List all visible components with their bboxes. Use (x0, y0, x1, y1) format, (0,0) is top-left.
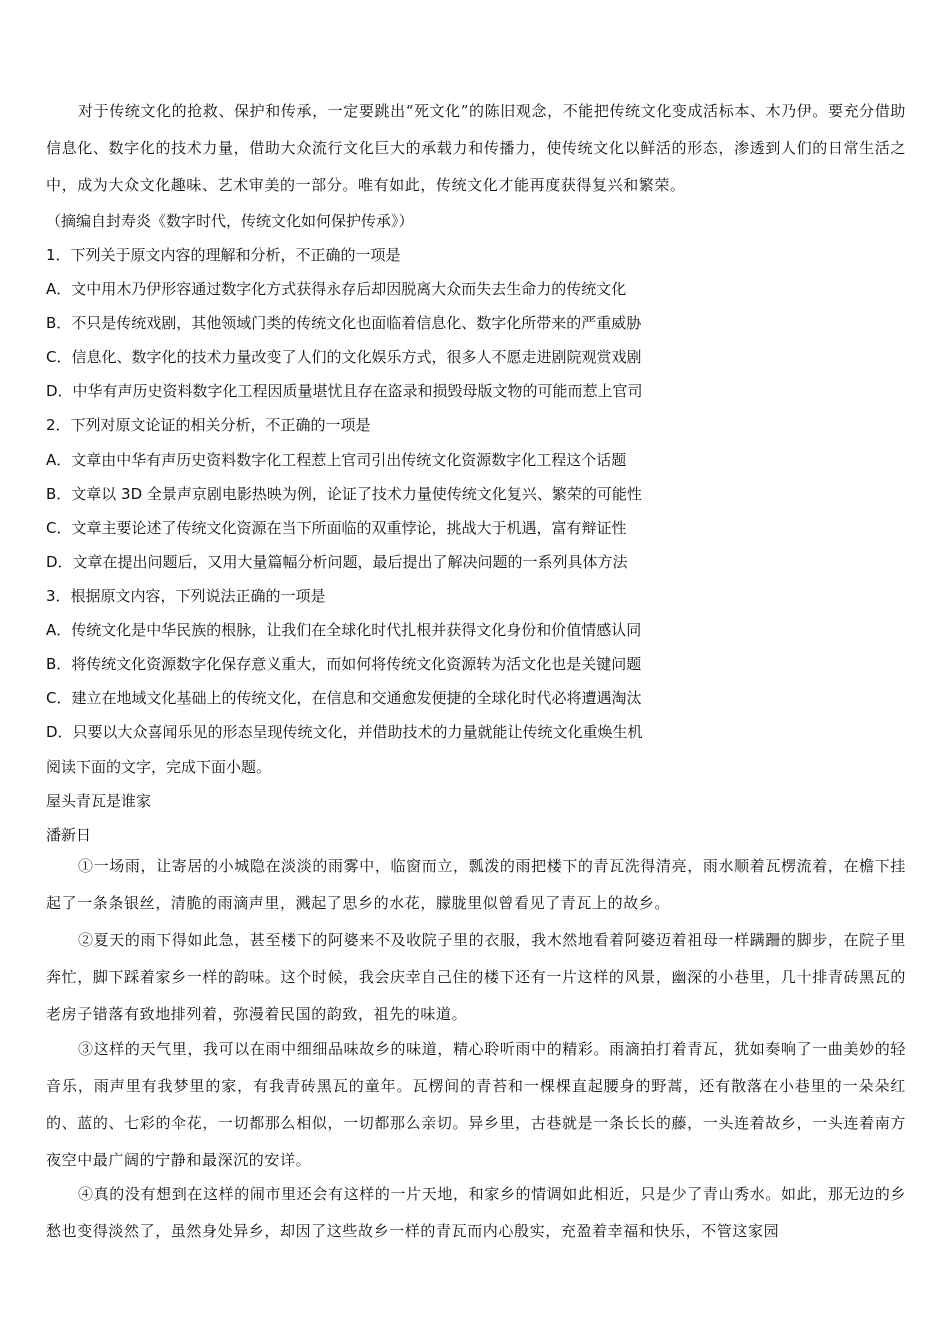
reading-instruction: 阅读下面的文字，完成下面小题。 (46, 758, 272, 776)
question-1-stem: 1．下列关于原文内容的理解和分析，不正确的一项是 (46, 246, 401, 264)
passage-conclusion-paragraph: 对于传统文化的抢救、保护和传承，一定要跳出“死文化”的陈旧观念，不能把传统文化变成活标本、木乃伊。要充分借助信息化、数字化的技术力量，借助大众流行文化巨大的承载力和传播力，使传统文化以鲜活的形态，渗透到人们的日常生活之中，成为大众文化趣味、艺术审美的一部分。唯有如此，传统文化才能再度获得复兴和繁荣。 (46, 102, 906, 194)
question-3-stem: 3．根据原文内容，下列说法正确的一项是 (46, 587, 326, 605)
essay-title: 屋头青瓦是谁家 (46, 792, 152, 810)
essay-paragraph-1: ①一场雨，让寄居的小城隐在淡淡的雨雾中，临窗而立，瓢泼的雨把楼下的青瓦洗得清亮，雨水顺着瓦楞流着，在檐下挂起了一条条银丝，清脆的雨滴声里，溅起了思乡的水花，朦胧里似曾看见了青瓦上的故乡。 (46, 857, 906, 912)
essay-paragraph-3: ③这样的天气里，我可以在雨中细细品味故乡的味道，精心聆听雨中的精彩。雨滴拍打着青瓦，犹如奏响了一曲美妙的轻音乐，雨声里有我梦里的家，有我青砖黑瓦的童年。瓦楞间的青苔和一棵棵直起腰身的野蒿，还有散落在小巷里的一朵朵红的、蓝的、七彩的伞花，一切都那么相似，一切都那么亲切。异乡里，古巷就是一条长长的藤，一头连着故乡，一头连着南方夜空中最广阔的宁静和最深沉的安详。 (46, 1040, 906, 1169)
essay-paragraph-2: ②夏天的雨下得如此急，甚至楼下的阿婆来不及收院子里的衣服，我木然地看着阿婆迈着祖母一样蹒跚的脚步，在院子里奔忙，脚下踩着家乡一样的韵味。这个时候，我会庆幸自己住的楼下还有一片这样的风景，幽深的小巷里，几十排青砖黑瓦的老房子错落有致地排列着，弥漫着民国的韵致，祖先的味道。 (46, 931, 906, 1023)
question-1-option-d: D．中华有声历史资料数字化工程因质量堪忧且存在盗录和损毁母版文物的可能而惹上官司 (46, 382, 643, 400)
question-2-stem: 2．下列对原文论证的相关分析，不正确的一项是 (46, 416, 371, 434)
question-1-option-b: B．不只是传统戏剧，其他领域门类的传统文化也面临着信息化、数字化所带来的严重威胁 (46, 314, 642, 332)
question-3-option-a: A．传统文化是中华民族的根脉，让我们在全球化时代扎根并获得文化身份和价值情感认同 (46, 621, 642, 639)
question-3-option-b: B．将传统文化资源数字化保存意义重大，而如何将传统文化资源转为活文化也是关键问题 (46, 655, 642, 673)
question-1-option-a: A．文中用木乃伊形容通过数字化方式获得永存后却因脱离大众而失去生命力的传统文化 (46, 280, 627, 298)
essay-author: 潘新日 (46, 826, 92, 844)
essay-paragraph-4: ④真的没有想到在这样的闹市里还会有这样的一片天地，和家乡的情调如此相近，只是少了青山秀水。如此，那无边的乡愁也变得淡然了，虽然身处异乡，却因了这些故乡一样的青瓦而内心殷实，充盈着幸福和快乐，不管这家园 (46, 1185, 906, 1240)
passage-source-citation: （摘编自封寿炎《数字时代，传统文化如何保护传承》） (46, 212, 414, 230)
question-1-option-c: C．信息化、数字化的技术力量改变了人们的文化娱乐方式，很多人不愿走进剧院观赏戏剧 (46, 348, 642, 366)
question-2-option-a: A．文章由中华有声历史资料数字化工程惹上官司引出传统文化资源数字化工程这个话题 (46, 451, 627, 469)
question-3-option-d: D．只要以大众喜闻乐见的形态呈现传统文化，并借助技术的力量就能让传统文化重焕生机 (46, 723, 643, 741)
question-2-option-d: D．文章在提出问题后，又用大量篇幅分析问题，最后提出了解决问题的一系列具体方法 (46, 553, 628, 571)
question-3-option-c: C．建立在地域文化基础上的传统文化，在信息和交通愈发便捷的全球化时代必将遭遇淘汰 (46, 689, 642, 707)
question-2-option-b: B．文章以 3D 全景声京剧电影热映为例，论证了技术力量使传统文化复兴、繁荣的可能性 (46, 485, 642, 503)
question-2-option-c: C．文章主要论述了传统文化资源在当下所面临的双重悖论，挑战大于机遇，富有辩证性 (46, 519, 627, 537)
